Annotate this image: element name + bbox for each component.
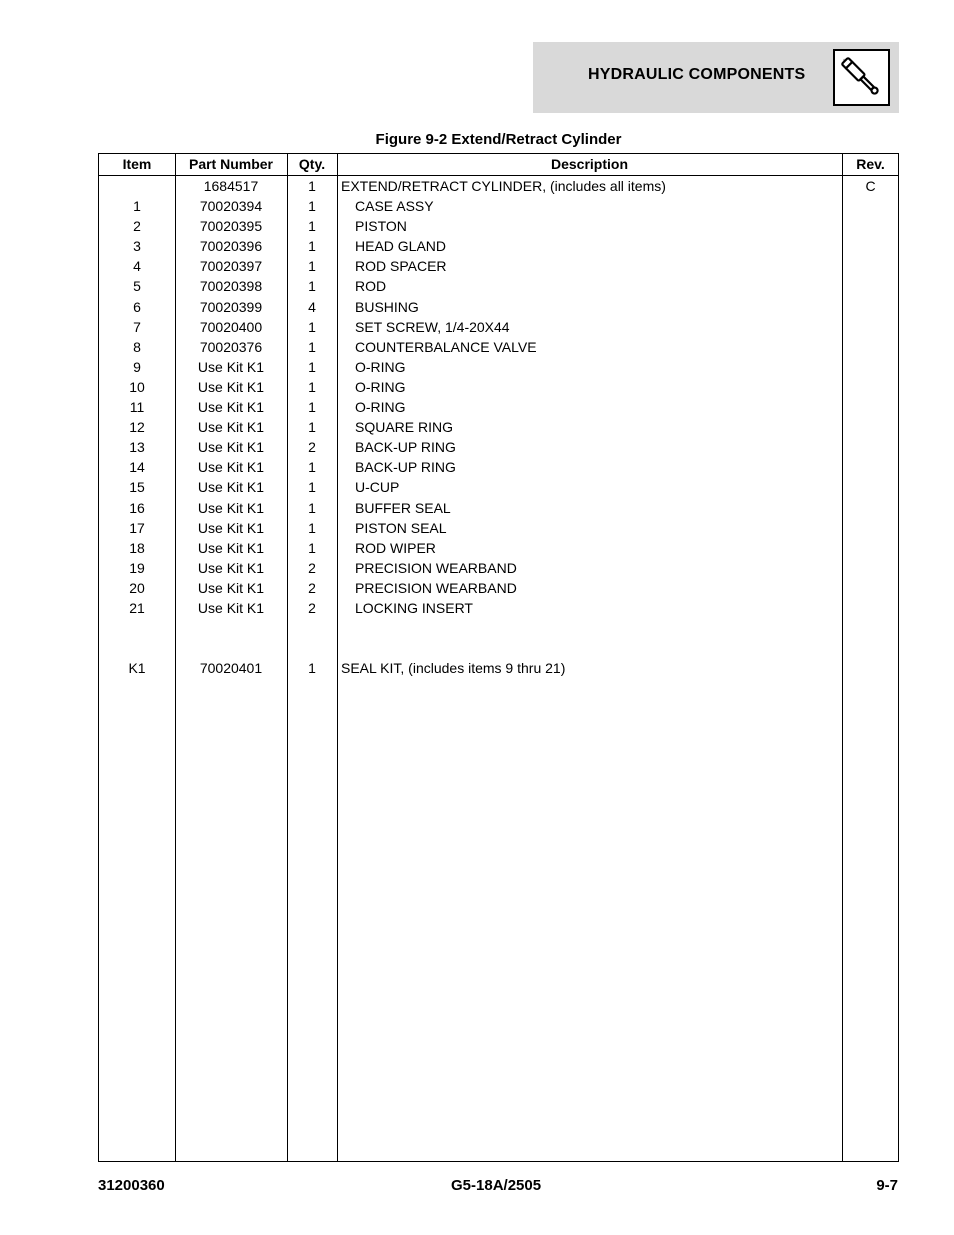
qty-cell: 1: [308, 238, 316, 255]
table-row: [99, 538, 898, 558]
table-row: [99, 578, 898, 598]
table-row: [99, 377, 898, 397]
table-row: [99, 658, 898, 678]
table-row: [99, 437, 898, 457]
qty-cell: 1: [308, 218, 316, 235]
parts-table: [98, 153, 899, 1162]
qty-cell: 4: [308, 298, 316, 315]
footer-doc-number: 31200360: [98, 1177, 165, 1194]
part-number-cell: 70020394: [199, 198, 263, 215]
table-body: [99, 176, 898, 678]
column-header-qty: Qty.: [298, 156, 326, 172]
qty-cell: 1: [308, 499, 316, 516]
item-cell: 6: [133, 298, 141, 315]
part-number-cell: Use Kit K1: [197, 459, 265, 476]
footer-model: G5-18A/2505: [451, 1177, 542, 1194]
qty-cell: 1: [308, 419, 316, 436]
qty-cell: 2: [308, 579, 316, 596]
item-cell: 15: [129, 479, 145, 496]
part-number-cell: 1684517: [203, 178, 259, 194]
description-cell: SET SCREW, 1/4-20X44: [355, 318, 510, 335]
part-number-cell: Use Kit K1: [197, 378, 265, 395]
qty-cell: 2: [308, 599, 316, 616]
item-cell: 10: [129, 378, 145, 395]
qty-cell: 1: [308, 258, 316, 275]
table-row: [99, 337, 898, 357]
description-cell: BACK-UP RING: [355, 459, 456, 476]
table-row: [99, 498, 898, 518]
item-cell: 21: [129, 599, 145, 616]
item-cell: 18: [129, 539, 145, 556]
table-row: [99, 477, 898, 497]
column-header-item: Item: [122, 156, 152, 172]
description-cell: BUSHING: [355, 298, 419, 315]
description-cell: EXTEND/RETRACT CYLINDER, (includes all items): [341, 178, 666, 194]
description-cell: PISTON: [355, 218, 407, 235]
item-cell: 9: [133, 358, 141, 375]
table-row: [99, 417, 898, 437]
qty-cell: 1: [308, 318, 316, 335]
part-number-cell: Use Kit K1: [197, 419, 265, 436]
table-row: [99, 598, 898, 618]
section-title: HYDRAULIC COMPONENTS: [588, 66, 806, 83]
qty-cell: 1: [308, 399, 316, 416]
item-cell: 3: [133, 238, 141, 255]
part-number-cell: Use Kit K1: [197, 539, 265, 556]
description-cell: O-RING: [355, 358, 406, 375]
item-cell: 20: [129, 579, 145, 596]
table-row: [99, 236, 898, 256]
part-number-cell: 70020397: [199, 258, 263, 275]
part-number-cell: Use Kit K1: [197, 519, 265, 536]
description-cell: PRECISION WEARBAND: [355, 579, 517, 596]
qty-cell: 1: [308, 539, 316, 556]
description-cell: BUFFER SEAL: [355, 499, 451, 516]
qty-cell: 1: [308, 198, 316, 215]
table-row: [99, 518, 898, 538]
item-cell: 1: [133, 198, 141, 215]
description-cell: SQUARE RING: [355, 419, 454, 436]
item-cell: 17: [129, 519, 145, 536]
description-cell: LOCKING INSERT: [355, 599, 473, 616]
description-cell: O-RING: [355, 378, 406, 395]
qty-cell: 1: [308, 338, 316, 355]
part-number-cell: Use Kit K1: [197, 599, 265, 616]
part-number-cell: Use Kit K1: [197, 579, 265, 596]
table-row: [99, 317, 898, 337]
description-cell: PRECISION WEARBAND: [355, 559, 517, 576]
table-row: [99, 558, 898, 578]
qty-cell: 1: [308, 378, 316, 395]
part-number-cell: Use Kit K1: [197, 479, 265, 496]
section-header: [533, 42, 899, 113]
part-number-cell: 70020401: [199, 660, 263, 677]
description-cell: SEAL KIT, (includes items 9 thru 21): [341, 660, 566, 677]
part-number-cell: 70020396: [199, 238, 263, 255]
item-cell: 11: [129, 399, 145, 416]
part-number-cell: 70020399: [199, 298, 263, 315]
part-number-cell: Use Kit K1: [197, 499, 265, 516]
description-cell: U-CUP: [355, 479, 400, 496]
description-cell: ROD SPACER: [355, 258, 447, 275]
description-cell: O-RING: [355, 399, 406, 416]
part-number-cell: Use Kit K1: [197, 439, 265, 456]
part-number-cell: 70020398: [199, 278, 263, 295]
item-cell: 13: [129, 439, 145, 456]
item-cell: 16: [129, 499, 145, 516]
qty-cell: 1: [308, 479, 316, 496]
table-row: [99, 276, 898, 296]
qty-cell: 2: [308, 439, 316, 456]
description-cell: ROD WIPER: [355, 539, 436, 556]
qty-cell: 1: [308, 278, 316, 295]
part-number-cell: Use Kit K1: [197, 358, 265, 375]
table-row: [99, 256, 898, 276]
item-cell: 14: [129, 459, 145, 476]
description-cell: HEAD GLAND: [355, 238, 447, 255]
description-cell: ROD: [355, 278, 387, 295]
qty-cell: 1: [308, 178, 316, 194]
part-number-cell: 70020395: [199, 218, 263, 235]
table-row: [99, 397, 898, 417]
item-cell: 7: [133, 318, 141, 335]
qty-cell: 1: [308, 459, 316, 476]
table-row: [99, 297, 898, 317]
table-row: [99, 176, 898, 196]
item-cell: 19: [129, 559, 145, 576]
description-cell: CASE ASSY: [355, 198, 434, 215]
table-row: [99, 357, 898, 377]
part-number-cell: 70020376: [199, 338, 263, 355]
figure-title: Figure 9-2 Extend/Retract Cylinder: [375, 131, 622, 148]
item-cell: 2: [133, 218, 141, 235]
column-header-part-number: Part Number: [188, 156, 274, 172]
item-cell: 8: [133, 338, 141, 355]
item-cell: 5: [133, 278, 141, 295]
column-header-rev: Rev.: [856, 156, 885, 172]
item-cell: K1: [128, 660, 146, 677]
description-cell: BACK-UP RING: [355, 439, 456, 456]
qty-cell: 1: [308, 519, 316, 536]
item-cell: 4: [133, 258, 141, 275]
table-row: [99, 457, 898, 477]
qty-cell: 1: [308, 358, 316, 375]
hydraulic-cylinder-icon: [833, 49, 890, 106]
part-number-cell: 70020400: [199, 318, 263, 335]
row-spacer: [99, 618, 898, 658]
part-number-cell: Use Kit K1: [197, 559, 265, 576]
part-number-cell: Use Kit K1: [197, 399, 265, 416]
table-row: [99, 196, 898, 216]
item-cell: 12: [129, 419, 145, 436]
table-row: [99, 216, 898, 236]
rev-cell: C: [865, 178, 876, 194]
qty-cell: 2: [308, 559, 316, 576]
column-header-description: Description: [550, 156, 628, 172]
footer-page-number: 9-7: [876, 1177, 898, 1194]
qty-cell: 1: [308, 660, 316, 677]
description-cell: PISTON SEAL: [355, 519, 447, 536]
description-cell: COUNTERBALANCE VALVE: [355, 338, 537, 355]
